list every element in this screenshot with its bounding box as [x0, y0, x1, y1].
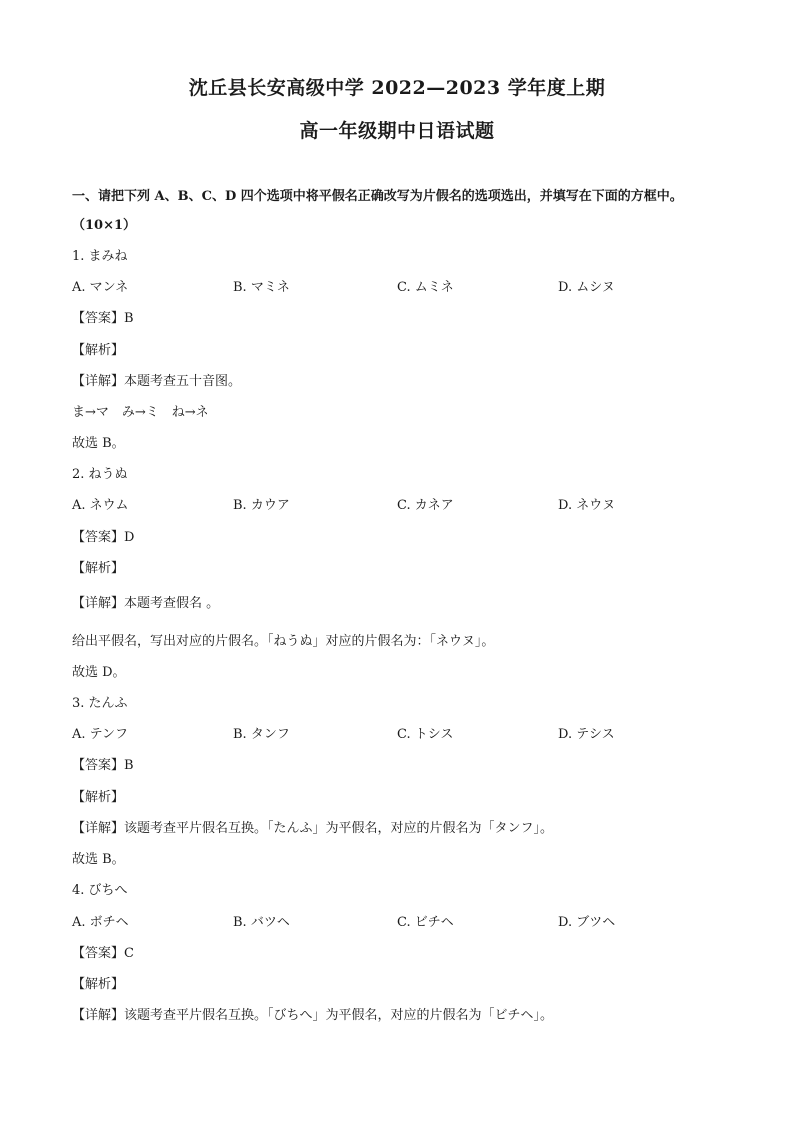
question-1-option-c: C. ムミネ: [397, 280, 454, 295]
question-2-detail: [72, 592, 219, 611]
question-4-answer: [72, 942, 134, 961]
question-4-analysis-label: 【解析】: [72, 977, 125, 992]
detail-text: 本题考查五十音图。: [124, 374, 242, 389]
question-3-extra-1: 故选 B。: [72, 852, 125, 867]
question-1-extra-2: 故选 B。: [72, 436, 125, 451]
detail-label: 【详解】: [72, 821, 125, 836]
answer-label: 【答案】: [72, 311, 125, 326]
answer-value: B: [124, 758, 134, 773]
question-3-option-a: A. テンフ: [72, 727, 129, 742]
question-3-stem: 3. たんふ: [72, 696, 128, 711]
question-2-option-d: D. ネウヌ: [558, 498, 616, 513]
detail-label: 【详解】: [72, 374, 125, 389]
detail-label: 【详解】: [72, 596, 125, 611]
question-4-option-c: C. ビチヘ: [397, 915, 454, 930]
question-3-option-c: C. トシス: [397, 727, 454, 742]
question-1-option-b: B. マミネ: [233, 280, 290, 295]
answer-label: 【答案】: [72, 758, 125, 773]
question-2-option-c: C. カネア: [397, 498, 454, 513]
answer-value: C: [124, 946, 134, 961]
question-3-answer: [72, 754, 134, 773]
question-1-option-a: A. マンネ: [72, 280, 129, 295]
question-1-detail: [72, 370, 241, 389]
detail-text: 本题考查假名 。: [124, 596, 220, 611]
question-3-analysis-label: 【解析】: [72, 790, 125, 805]
question-2-extra-2: 故选 D。: [72, 665, 126, 680]
question-2-analysis-label: 【解析】: [72, 561, 125, 576]
page-title: 沈丘县长安高级中学 2022—2023 学年度上期: [188, 77, 606, 99]
section-score: （10×1）: [72, 218, 137, 233]
question-4-option-a: A. ボチヘ: [72, 915, 129, 930]
question-3-option-d: D. テシス: [558, 727, 615, 742]
answer-label: 【答案】: [72, 946, 125, 961]
question-1-stem: 1. まみね: [72, 249, 128, 264]
question-1-option-d: D. ムシヌ: [558, 280, 615, 295]
answer-value: D: [124, 530, 135, 545]
answer-value: B: [124, 311, 134, 326]
question-2-option-a: A. ネウム: [72, 498, 129, 513]
question-4-detail: [72, 1004, 553, 1023]
page-subtitle: 高一年级期中日语试题: [299, 120, 495, 142]
question-2-option-b: B. カウア: [233, 498, 290, 513]
question-2-stem: 2. ねうぬ: [72, 467, 128, 482]
detail-text: 该题考查平片假名互换。「びちへ」为平假名，对应的片假名为「ビチヘ」。: [124, 1008, 554, 1023]
question-2-answer: [72, 526, 134, 545]
question-4-option-d: D. ブツヘ: [558, 915, 616, 930]
detail-label: 【详解】: [72, 1008, 125, 1023]
question-1-answer: [72, 307, 134, 326]
question-1-extra-1: ま→マ み→ミ ね→ネ: [72, 405, 209, 420]
question-4-stem: 4. びちへ: [72, 883, 128, 898]
answer-label: 【答案】: [72, 530, 125, 545]
question-1-analysis-label: 【解析】: [72, 343, 125, 358]
question-3-option-b: B. タンフ: [233, 727, 290, 742]
section-instruction: 一、请把下列 A、B、C、D 四个选项中将平假名正确改写为片假名的选项选出，并填写在下面的方框中。: [72, 189, 683, 204]
detail-text: 该题考查平片假名互换。「たんふ」为平假名，对应的片假名为「タンフ」。: [124, 821, 554, 836]
question-3-detail: [72, 817, 553, 836]
question-4-option-b: B. バツヘ: [233, 915, 290, 930]
question-2-extra-1: 给出平假名，写出对应的片假名。「ねうぬ」对应的片假名为：「ネウヌ」。: [72, 634, 495, 649]
